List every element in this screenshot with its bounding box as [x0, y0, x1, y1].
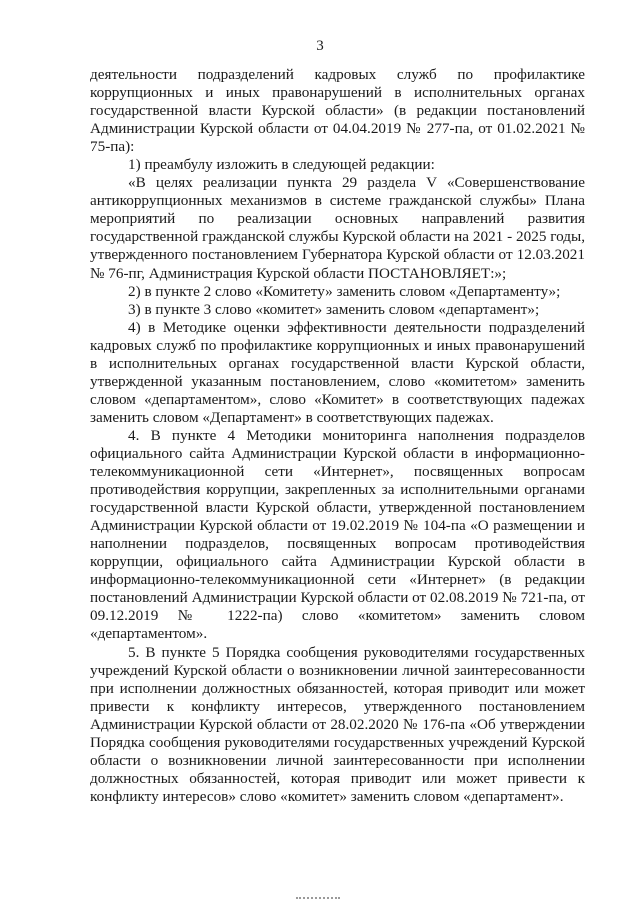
footer-mark: [296, 897, 340, 902]
paragraph-item-4: 4) в Методике оценки эффективности деятельности подразделений кадровых служб по профилактике коррупционных и иных правонарушений в исполнительных органах государственной власти Курской области, утвержденной указанным постановлением, слово «комитетом» заменить словом «департаментом», слово «Комитет» в соответствующих падежах заменить словом «Департамент» в соответствующих падежах.: [90, 318, 585, 426]
page-number: 3: [316, 38, 324, 54]
paragraph-section-5: 5. В пункте 5 Порядка сообщения руководителями государственных учреждений Курской области о возникновении личной заинтересованности при исполнении должностных обязанностей, которая приводит или может привести к конфликту интересов, утвержденного постановлением Администрации Курской области от 28.02.2020 № 176-па «Об утверждении Порядка сообщения руководителями государственных учреждений Курской области о возникновении личной заинтересованности при исполнении должностных обязанностей, которая приводит или может привести к конфликту интересов» слово «комитет» заменить словом «департамент».: [90, 643, 585, 805]
paragraph-preamble-quote: «В целях реализации пункта 29 раздела V «Совершенствование антикоррупционных механизмов в системе гражданской службы» Плана мероприятий по реализации основных направлений развития государственной гражданской службы Курской области на 2021 - 2025 годы, утвержденного постановлением Губернатора Курской области от 12.03.2021 № 76-пг, Администрация Курской области ПОСТАНОВЛЯЕТ:»;: [90, 174, 585, 282]
paragraph-continuation: деятельности подразделений кадровых служб по профилактике коррупционных и иных правонарушений в исполнительных органах государственной власти Курской области» (в редакции постановлений Администрации Курской области от 04.04.2019 № 277-па, от 01.02.2021 № 75-па):: [90, 66, 585, 156]
document-body: [90, 66, 585, 806]
paragraph-item-2: 2) в пункте 2 слово «Комитету» заменить словом «Департаменту»;: [128, 282, 561, 300]
paragraph-section-4: 4. В пункте 4 Методики мониторинга наполнения подразделов официального сайта Администрации Курской области в информационно-телекоммуникационной сети «Интернет», посвященных вопросам противодействия коррупции, закрепленных за исполнительными органами государственной власти Курской области, утвержденной постановлением Администрации Курской области от 19.02.2019 № 104-па «О размещении и наполнении подразделов, посвященных вопросам противодействия коррупции, официального сайта Администрации Курской области в информационно-телекоммуникационной сети «Интернет» (в редакции постановлений Администрации Курской области от 02.08.2019 № 721-па, от 09.12.2019 № 1222-па) слово «комитетом» заменить словом «департаментом».: [90, 426, 585, 643]
paragraph-item-3: 3) в пункте 3 слово «комитет» заменить словом «департамент»;: [128, 300, 540, 318]
paragraph-item-1: 1) преамбулу изложить в следующей редакции:: [128, 156, 435, 174]
